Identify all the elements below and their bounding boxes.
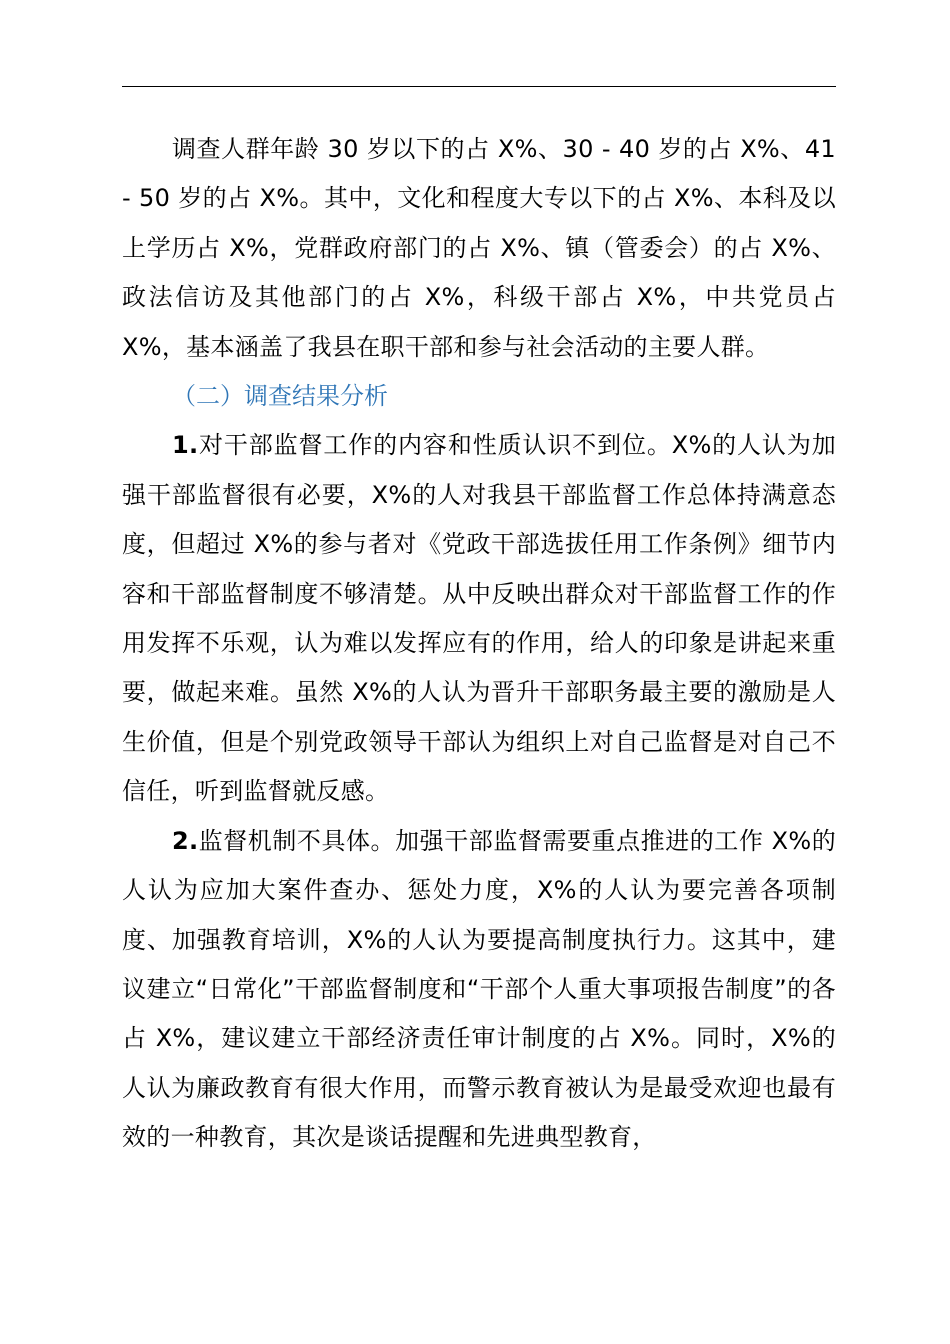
finding-1-number: 1. [172, 431, 199, 460]
finding-1-text: 对干部监督工作的内容和性质认识不到位。X%的人认为加强干部监督很有必要，X%的人对我县干部监督工作总体持满意态度，但超过 X%的参与者对《党政干部选拔任用工作条例》细节内容和干部监督制度不够清楚。从中反映出群众对干部监督工作的作用发挥不乐观，认为难以发挥应有的作用，给人的印象是讲起来重要，做起来难。虽然 X%的人认为晋升干部职务最主要的激励是人生价值，但是个别党政领导干部认为组织上对自己监督是对自己不信任，听到监督就反感。 [122, 431, 836, 806]
finding-2-number: 2. [172, 826, 199, 855]
header-rule [122, 86, 836, 87]
section-heading: （二）调查结果分析 [172, 382, 388, 411]
finding-1-paragraph [122, 421, 836, 816]
finding-2-paragraph [122, 817, 836, 1163]
finding-2-text: 监督机制不具体。加强干部监督需要重点推进的工作 X%的人认为应加大案件查办、惩处力度，X%的人认为要完善各项制度、加强教育培训，X%的人认为要提高制度执行力。这其中，建议建立“日常化”干部监督制度和“干部个人重大事项报告制度”的各占 X%，建议建立干部经济责任审计制度的占 X%。同时，X%的人认为廉政教育有很大作用，而警示教育被认为是最受欢迎也最有效的一种教育，其次是谈话提醒和先进典型教育， [122, 826, 836, 1152]
survey-demographics-paragraph: 调查人群年龄 30 岁以下的占 X%、30 - 40 岁的占 X%、41 - 50 岁的占 X%。其中，文化和程度大专以下的占 X%、本科及以上学历占 X%，党群政府部门的占 X%、镇（管委会）的占 X%、政法信访及其他部门的占 X%，科级干部占 X%，中共党员占 X%，基本涵盖了我县在职干部和参与社会活动的主要人群。 [122, 135, 836, 361]
document-body [122, 125, 836, 1163]
